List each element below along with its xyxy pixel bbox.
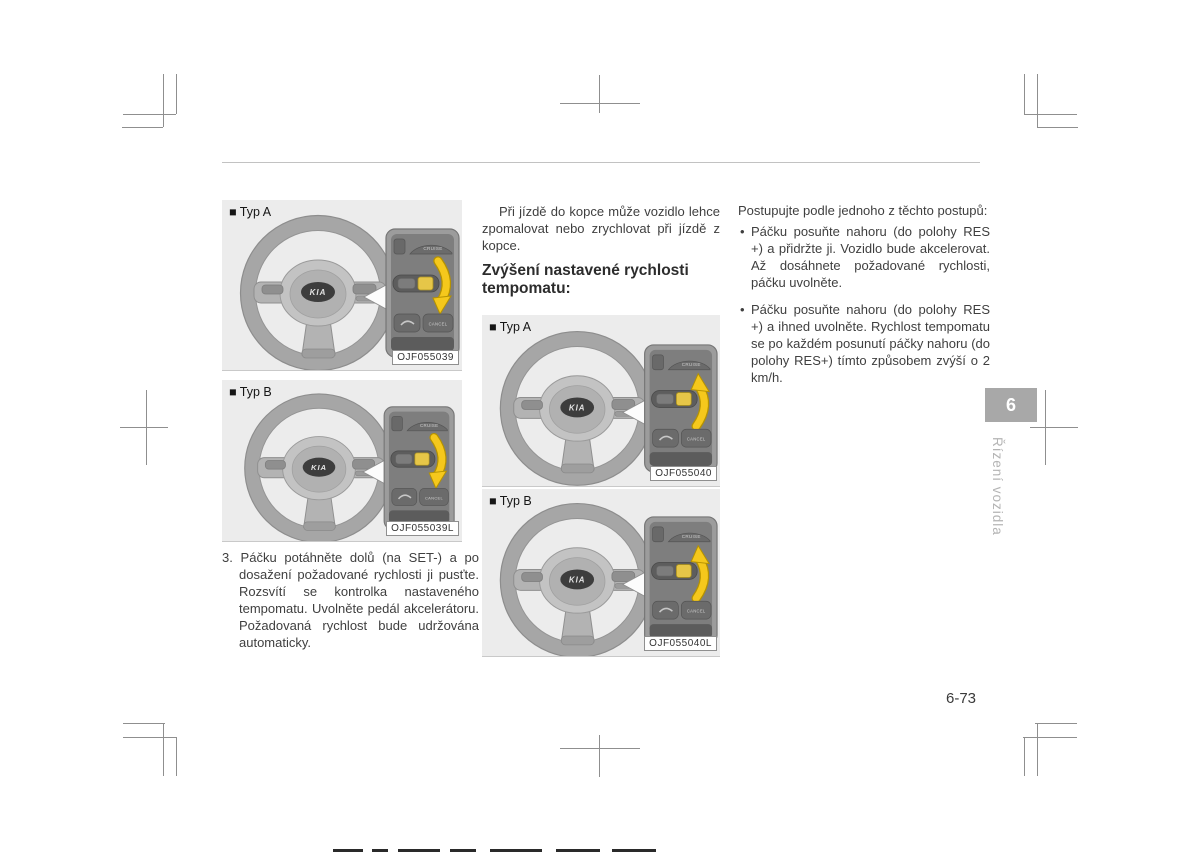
- figure-label: ■ Typ A: [229, 205, 272, 219]
- cruise-button-label: CRUISE: [423, 246, 443, 251]
- figure-typ-b-set-lever: [222, 380, 462, 542]
- steering-wheel-svg: [482, 315, 720, 486]
- crop-mark: [176, 737, 177, 776]
- figure-label: ■ Typ B: [229, 385, 272, 399]
- bullet-text: Páčku posuňte nahoru (do polohy RES +) a ihned uvolněte. Rychlost tempomatu se po každém posunutí páčky nahoru (do polohy RES+) tímto způsobem zvýší o 2 km/h.: [751, 302, 990, 385]
- chapter-side-label: Řízení vozidla: [990, 437, 1005, 536]
- lkas-button: [653, 527, 664, 542]
- procedure-intro: Postupujte podle jednoho z těchto postupů:: [738, 203, 988, 218]
- figure-label: ■ Typ B: [489, 494, 532, 508]
- registration-cross: [560, 748, 640, 749]
- lever-ok-button: [657, 566, 674, 576]
- kia-logo-text: KIA: [568, 575, 586, 585]
- lever-highlight: [418, 277, 433, 290]
- back-button: [394, 314, 420, 332]
- left-spoke-buttons: [522, 401, 543, 410]
- left-spoke-buttons: [265, 461, 285, 470]
- crop-mark: [1037, 723, 1038, 776]
- bullet-item: [738, 301, 990, 386]
- figure-typ-a-set-lever: [222, 200, 462, 371]
- right-column: [738, 202, 990, 396]
- back-button: [653, 429, 679, 447]
- lever-highlight: [415, 453, 429, 465]
- registration-cross: [560, 103, 640, 104]
- registration-cross: [146, 390, 147, 465]
- kia-logo-text: KIA: [309, 288, 327, 297]
- crop-mark: [122, 127, 163, 128]
- page-number: 6-73: [946, 690, 977, 707]
- kia-logo-text: KIA: [568, 403, 586, 413]
- cancel-button-label: CANCEL: [686, 436, 706, 442]
- bullet-marker: •: [740, 224, 745, 239]
- back-button: [653, 601, 679, 619]
- cancel-button-label: CANCEL: [424, 495, 444, 501]
- cruise-button-label: CRUISE: [681, 361, 701, 367]
- cancel-button-label: CANCEL: [686, 608, 706, 614]
- bullet-text: Páčku posuňte nahoru (do polohy RES +) a přidržte ji. Vozidlo bude akcelerovat. Až dosáhnete požadované rychlosti, páčku uvolněte.: [751, 224, 990, 290]
- steering-wheel-svg: [222, 380, 462, 541]
- wheel-bottom-trim: [561, 464, 594, 473]
- kia-logo-text: KIA: [310, 463, 328, 473]
- registration-cross: [599, 75, 600, 113]
- lever-highlight: [676, 565, 691, 578]
- crop-mark: [1037, 127, 1078, 128]
- crop-mark: [123, 723, 165, 724]
- left-spoke-buttons: [522, 573, 543, 582]
- inset-panel-bottom-trim: [650, 452, 712, 466]
- crop-mark: [1024, 114, 1077, 115]
- cancel-button-label: CANCEL: [428, 321, 448, 327]
- figure-typ-b-res-lever: [482, 489, 720, 657]
- crop-mark: [1023, 737, 1077, 738]
- crop-mark: [1035, 723, 1077, 724]
- steering-wheel-illustration: [482, 489, 720, 656]
- back-button: [392, 488, 417, 505]
- bullet-marker: •: [740, 302, 745, 317]
- figure-label: ■ Typ A: [489, 320, 532, 334]
- registration-cross: [1045, 390, 1046, 465]
- crop-mark: [123, 114, 176, 115]
- crop-mark: [1037, 74, 1038, 127]
- bullet-item: [738, 223, 990, 291]
- inset-panel-bottom-trim: [391, 337, 454, 351]
- intro-paragraph: Při jízdě do kopce může vozidlo lehce zpomalovat nebo zrychlovat při jízdě z kopce.: [482, 204, 720, 253]
- steering-wheel-svg: [482, 489, 720, 656]
- wheel-bottom-trim: [302, 349, 335, 358]
- lever-highlight: [676, 393, 691, 406]
- wheel-bottom-trim: [304, 522, 336, 531]
- lever-ok-button: [398, 279, 415, 289]
- registration-cross: [599, 735, 600, 777]
- figure-typ-a-res-lever: [482, 315, 720, 487]
- step-3-instruction: 3. Páčku potáhněte dolů (na SET-) a po dosažení požadované rychlosti ji pusťte. Rozsvítí se kontrolka nastaveného tempomatu. Uvolněte pedál akcelerátoru. Požadovaná rychlost bude udržována automaticky.: [222, 550, 479, 650]
- section-heading: Zvýšení nastavené rychlosti tempomatu:: [482, 262, 689, 297]
- crop-mark: [163, 74, 164, 127]
- lkas-button: [392, 416, 403, 430]
- crop-mark: [1024, 737, 1025, 776]
- crop-mark: [163, 723, 164, 776]
- figure-code: OJF055040: [650, 466, 717, 481]
- lkas-button: [394, 239, 405, 254]
- registration-cross: [1030, 427, 1078, 428]
- steering-wheel-illustration: [222, 200, 462, 370]
- header-rule: [222, 162, 980, 163]
- left-spoke-buttons: [262, 285, 283, 294]
- cruise-button-label: CRUISE: [681, 533, 701, 539]
- crop-mark: [176, 74, 177, 114]
- wheel-bottom-trim: [561, 636, 594, 645]
- figure-code: OJF055039L: [386, 521, 459, 536]
- lkas-button: [653, 355, 664, 370]
- figure-code: OJF055039: [392, 350, 459, 365]
- figure-code: OJF055040L: [644, 636, 717, 651]
- lever-ok-button: [657, 394, 674, 404]
- crop-mark: [123, 737, 177, 738]
- cruise-button-label: CRUISE: [420, 422, 439, 428]
- crop-mark: [1024, 74, 1025, 114]
- lever-ok-button: [396, 454, 412, 464]
- steering-wheel-svg: [222, 200, 462, 370]
- steering-wheel-illustration: [482, 315, 720, 486]
- registration-cross: [120, 427, 168, 428]
- steering-wheel-illustration: [222, 380, 462, 541]
- chapter-tab: 6: [985, 388, 1037, 422]
